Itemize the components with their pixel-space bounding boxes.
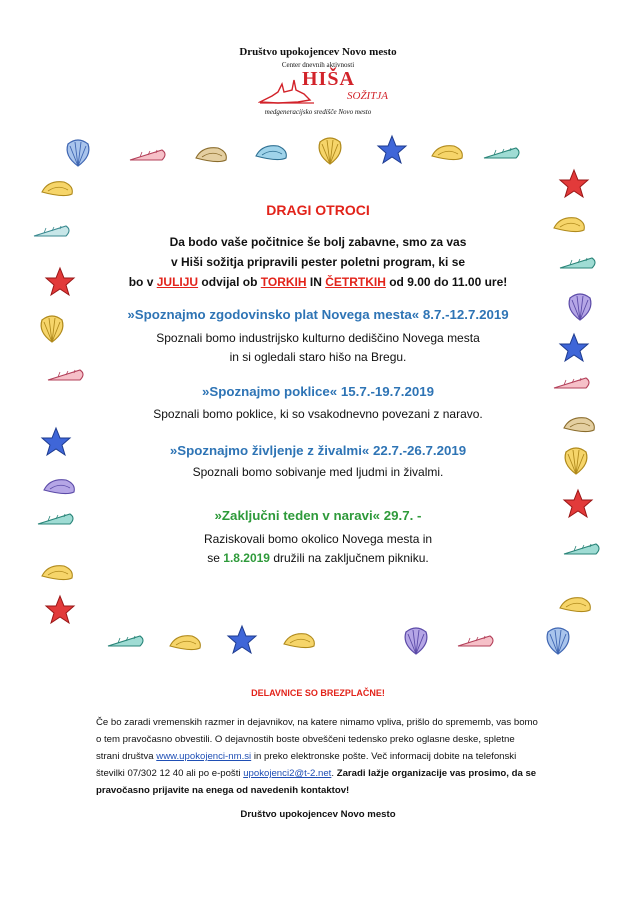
intro-line-2: v Hiši sožitja pripravili pester poletni program, ki se [170,255,466,269]
intro-month: JULIJU [156,275,199,289]
week-1-description: Spoznali bomo industrijsko kulturno dediščino Novega mesta in si ogledali staro hišo na Bregu. [156,331,480,364]
signature: Društvo upokojencev Novo mesto [240,809,396,820]
free-workshops-notice: DELAVNICE SO BREZPLAČNE! [251,688,385,698]
intro-day-1: TORKIH [260,275,307,289]
week-3-heading: »Spoznajmo življenje z živalmi« 22.7.-26.7.2019 [169,443,467,458]
logo-sub-text: SOŽITJA [347,90,388,102]
intro-day-2: ČETRTKIH [325,275,386,289]
week-4-heading: »Zaključni teden v naravi« 29.7. - [214,508,422,523]
center-name: Center dnevnih aktivnosti [281,61,355,69]
week-4-description: Raziskovali bomo okolico Novega mesta in se 1.8.2019 družili na zaključnem pikniku. [203,532,433,565]
intro-line-1: Da bodo vaše počitnice še bolj zabavne, smo za vas [169,235,467,249]
info-paragraph: Če bo zaradi vremenskih razmer in dejavnikov, na katere nimamo vpliva, prišlo do sprememb, vas bomo o tem pravočasno obvestili. O dejavnostih boste obveščeni tedensko preko oglasne deske, spletne strani društva www.upokojenci-nm.si in preko elektronske pošte. Več informacij dobite na telefonski številki 07/302 12 40 ali po e-pošti upokojenci2@t-2.net. Zaradi lažje organizacije vas prosimo, da se pravočasno prijavite na enega od navedenih kontaktov! [96,717,538,796]
logo-main-text: HIŠA [302,68,355,90]
logo-subtitle: medgeneracijsko središče Novo mesto [264,108,372,116]
registration-note: Zaradi lažje organizacije vas prosimo, da se pravočasno prijavite na enega od navedenih kontaktov! [96,768,537,796]
week-1-heading: »Spoznajmo zgodovinsko plat Novega mesta« 8.7.-12.7.2019 [127,307,509,322]
week-2-heading: »Spoznajmo poklice« 15.7.-19.7.2019 [201,384,435,399]
website-link[interactable]: www.upokojenci-nm.si [156,751,252,762]
week-3-description: Spoznali bomo sobivanje med ljudmi in živalmi. [192,465,444,479]
intro-text [90,232,546,292]
page-title: DRAGI OTROCI [266,202,370,218]
organization-name: Društvo upokojencev Novo mesto [239,46,397,58]
picnic-date: 1.8.2019 [223,551,270,565]
email-link[interactable]: upokojenci2@t-2.net [243,768,332,779]
intro-line-3: bo v JULIJU odvijal ob TORKIH IN ČETRTKIH od 9.00 do 11.00 ure! [128,275,508,289]
week-2-description: Spoznali bomo poklice, ki so vsakodnevno povezani z naravo. [153,407,483,421]
